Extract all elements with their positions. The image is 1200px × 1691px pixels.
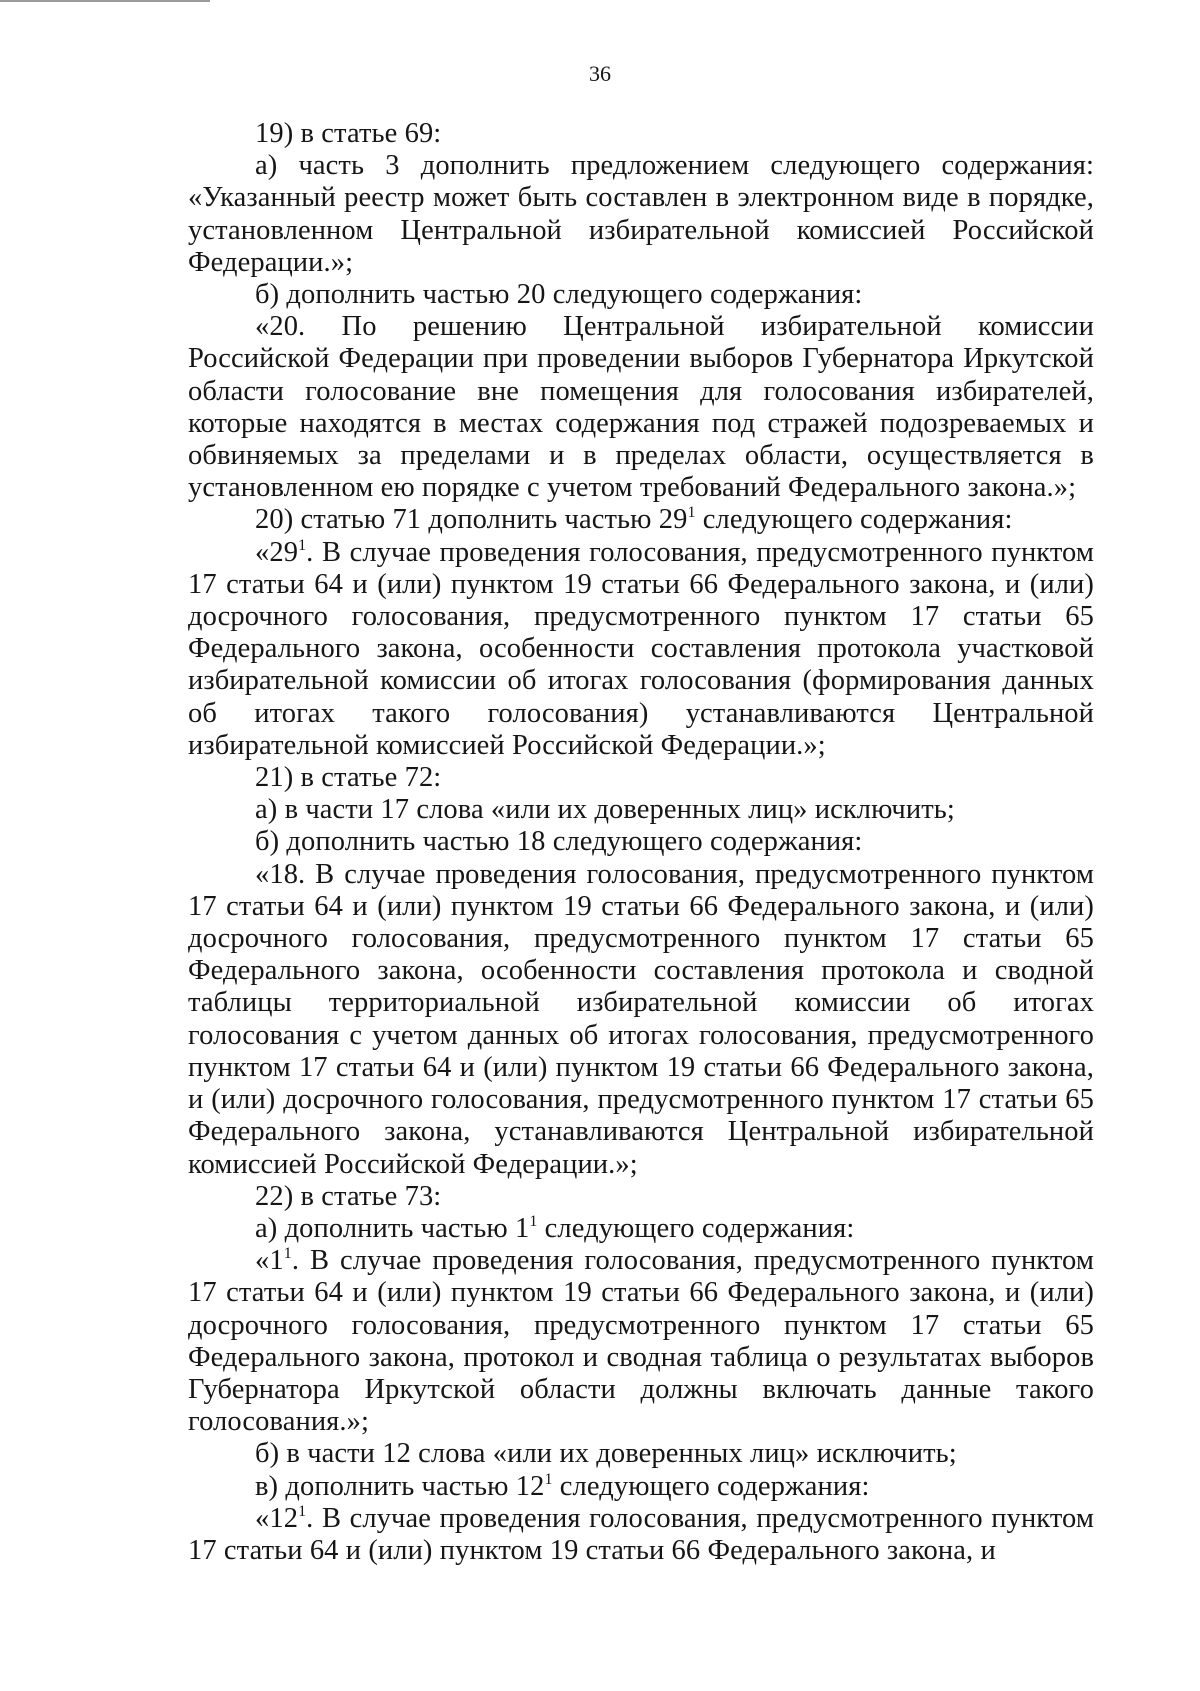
superscript-index: 1	[298, 1502, 307, 1520]
paragraph: б) дополнить частью 18 следующего содержания:	[255, 826, 863, 858]
superscript-index: 1	[529, 1212, 538, 1230]
paragraph: б) дополнить частью 20 следующего содержания:	[255, 279, 863, 311]
paragraph: а) в части 17 слова «или их доверенных лиц» исключить;	[255, 794, 955, 826]
paragraph: «$29^1$. В случае проведения голосования, предусмотренного пунктом 17 статьи 64 и (или) пунктом 19 статьи 66 Федерального закона, и (или) досрочного голосования, предусмотренного пунктом 17 статьи 65 Федерального закона, особенности составления протокола участковой избирательной комиссии об итогах голосования (формирования данных об итогах такого голосования) устанавливаются Центральной избирательной комиссией Российской Федерации.»;	[188, 536, 1094, 761]
paragraph: «$12^1$. В случае проведения голосования, предусмотренного пунктом 17 статьи 64 и (или) пунктом 19 статьи 66 Федерального закона, и	[188, 1502, 1094, 1566]
paragraph: 19) в статье 69:	[255, 118, 442, 149]
paragraph: а) часть 3 дополнить предложением следующего содержания: «Указанный реестр может быть составлен в электронном виде в порядке, установленном Центральной избирательной комиссией Российской Федерации.»;	[188, 150, 1094, 278]
paragraph: 21) в статье 72:	[255, 762, 442, 794]
document-body	[188, 118, 1094, 1567]
paragraph: в) дополнить частью $12^1$ следующего содержания:	[255, 1470, 870, 1502]
superscript-index: 1	[544, 1470, 553, 1488]
page-number: 36	[589, 61, 611, 86]
paragraph: «18. В случае проведения голосования, предусмотренного пунктом 17 статьи 64 и (или) пунктом 19 статьи 66 Федерального закона, и (или) досрочного голосования, предусмотренного пунктом 17 статьи 65 Федерального закона, особенности составления протокола и сводной таблицы территориальной избирательной комиссии об итогах голосования с учетом данных об итогах голосования, предусмотренного пунктом 17 статьи 64 и (или) пунктом 19 статьи 66 Федерального закона, и (или) досрочного голосования, предусмотренного пунктом 17 статьи 65 Федерального закона, устанавливаются Центральной избирательной комиссией Российской Федерации.»;	[188, 858, 1094, 1180]
paragraph: «20. По решению Центральной избирательной комиссии Российской Федерации при проведении выборов Губернатора Иркутской области голосование вне помещения для голосования избирателей, которые находятся в местах содержания под стражей подозреваемых и обвиняемых за пределами и в пределах области, осуществляется в установленном ею порядке с учетом требований Федерального закона.»;	[188, 311, 1094, 504]
paragraph: б) в части 12 слова «или их доверенных лиц» исключить;	[255, 1438, 957, 1470]
paragraph: 20) статью 71 дополнить частью $29^1$ следующего содержания:	[255, 504, 1013, 536]
superscript-index: 1	[283, 1245, 292, 1263]
superscript-index: 1	[298, 536, 307, 554]
paragraph: 22) в статье 73:	[255, 1180, 442, 1212]
paragraph: а) дополнить частью $1^1$ следующего содержания:	[255, 1212, 855, 1244]
paragraph: «$1^1$. В случае проведения голосования, предусмотренного пунктом 17 статьи 64 и (или) пунктом 19 статьи 66 Федерального закона, и (или) досрочного голосования, предусмотренного пунктом 17 статьи 65 Федерального закона, протокол и сводная таблица о результатах выборов Губернатора Иркутской области должны включать данные такого голосования.»;	[188, 1245, 1094, 1438]
scan-edge-line	[0, 0, 210, 2]
superscript-index: 1	[687, 504, 696, 522]
